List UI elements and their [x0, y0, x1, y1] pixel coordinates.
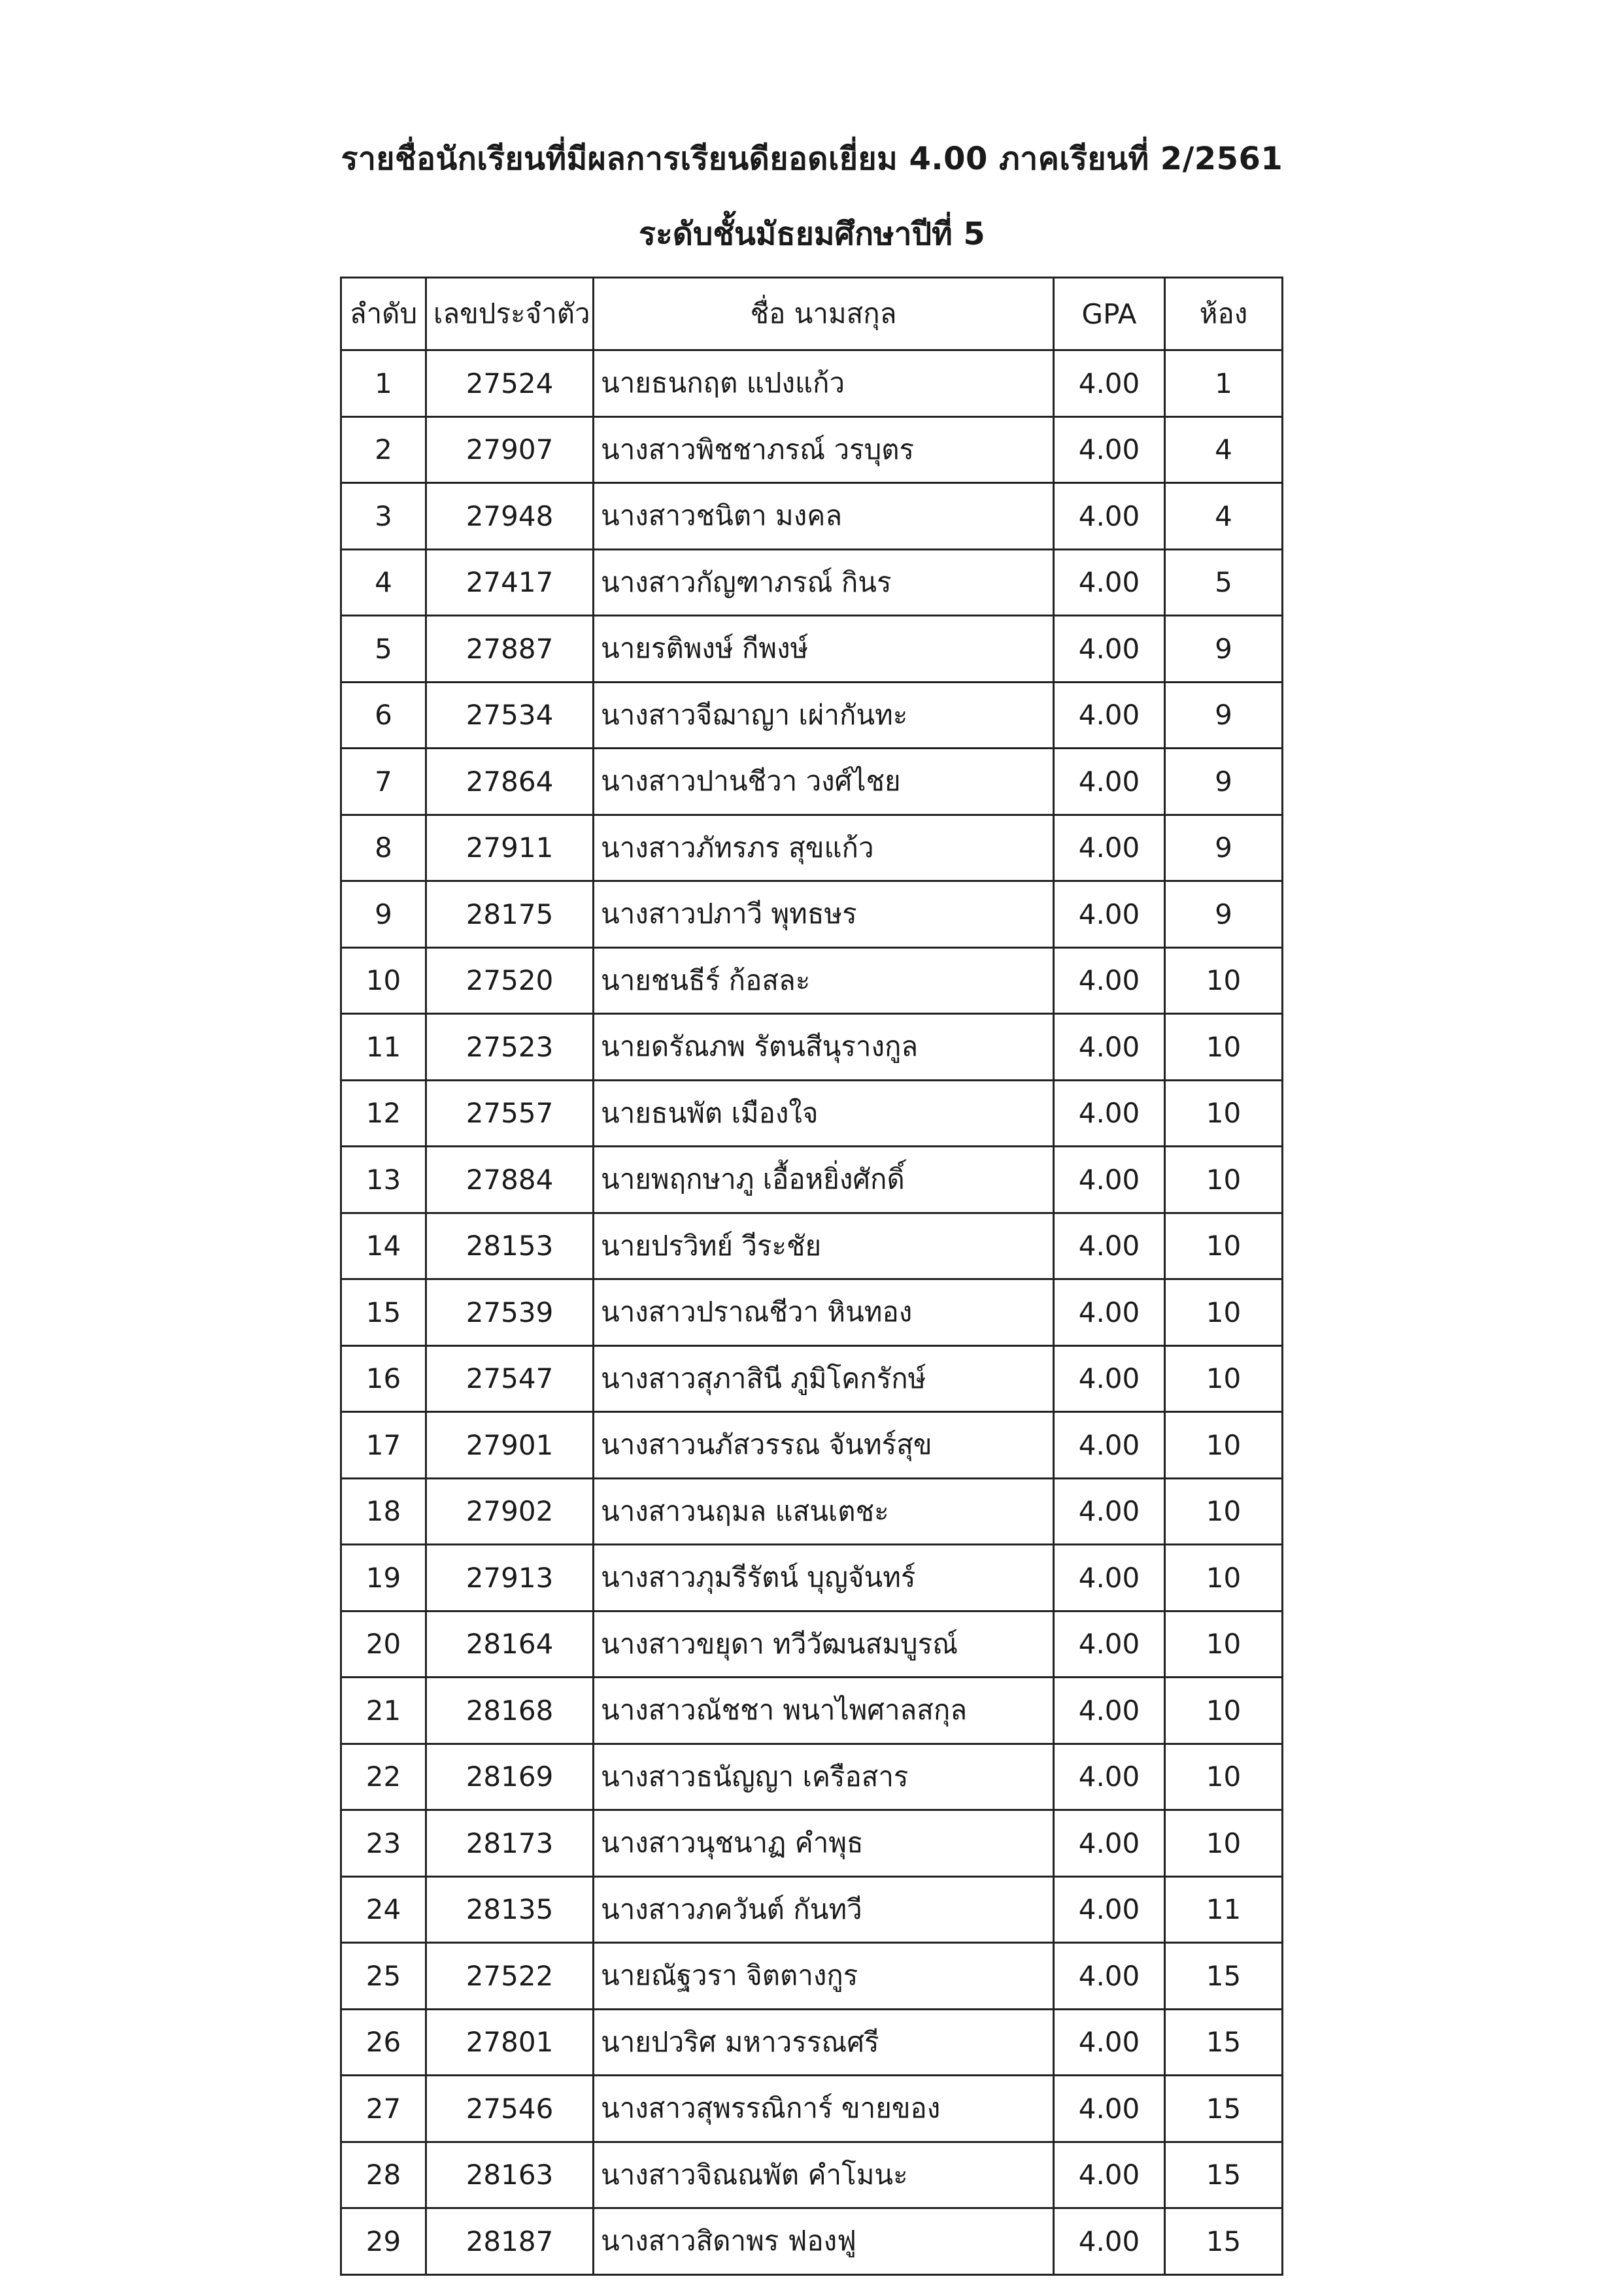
row-student-id: 27887: [426, 616, 594, 683]
row-gpa: 4.00: [1054, 2076, 1165, 2142]
row-order: 28: [341, 2142, 426, 2208]
row-room: 10: [1165, 1014, 1283, 1081]
row-gpa: 4.00: [1054, 881, 1165, 948]
header-student-id: เลขประจำตัว: [426, 278, 594, 350]
row-room: 15: [1165, 2076, 1283, 2142]
row-student-id: 27907: [426, 416, 594, 483]
row-gpa: 4.00: [1054, 1279, 1165, 1346]
row-gpa: 4.00: [1054, 2009, 1165, 2076]
row-student-id: 27884: [426, 1147, 594, 1213]
row-full-name: นางสาวปานชีวา วงศ์ไชย: [594, 749, 1054, 815]
row-student-id: 27520: [426, 947, 594, 1014]
row-room: 15: [1165, 2142, 1283, 2208]
page-title: รายชื่อนักเรียนที่มีผลการเรียนดียอดเยี่ยม 4.00 ภาคเรียนที่ 2/2561: [341, 141, 1283, 177]
row-room: 10: [1165, 1545, 1283, 1611]
row-room: 10: [1165, 1279, 1283, 1346]
row-order: 5: [341, 616, 426, 683]
table-row: [341, 815, 1283, 881]
table-row: [341, 2142, 1283, 2208]
row-order: 14: [341, 1213, 426, 1279]
row-student-id: 28168: [426, 1678, 594, 1744]
row-order: 1: [341, 350, 426, 417]
row-full-name: นางสาวพิชชาภรณ์ วรบุตร: [594, 416, 1054, 483]
row-order: 7: [341, 749, 426, 815]
row-gpa: 4.00: [1054, 2208, 1165, 2275]
row-gpa: 4.00: [1054, 1943, 1165, 2010]
table-row: [341, 549, 1283, 616]
row-room: 10: [1165, 1744, 1283, 1810]
row-student-id: 27524: [426, 350, 594, 417]
table-row: [341, 1279, 1283, 1346]
row-gpa: 4.00: [1054, 350, 1165, 417]
table-row: [341, 2208, 1283, 2275]
table-row: [341, 1080, 1283, 1147]
table-row: [341, 616, 1283, 683]
row-gpa: 4.00: [1054, 815, 1165, 881]
table-row: [341, 1014, 1283, 1081]
row-order: 22: [341, 1744, 426, 1810]
row-full-name: นายธนกฤต แปงแก้ว: [594, 350, 1054, 417]
row-gpa: 4.00: [1054, 1545, 1165, 1611]
row-full-name: นายธนพัต เมืองใจ: [594, 1080, 1054, 1147]
row-full-name: นางสาวธนัญญา เครือสาร: [594, 1744, 1054, 1810]
row-order: 18: [341, 1478, 426, 1545]
row-full-name: นางสาวสุภาสินี ภูมิโคกรักษ์: [594, 1345, 1054, 1412]
row-room: 1: [1165, 350, 1283, 417]
row-gpa: 4.00: [1054, 1478, 1165, 1545]
row-gpa: 4.00: [1054, 1412, 1165, 1479]
row-full-name: นางสาวภัทรภร สุขแก้ว: [594, 815, 1054, 881]
row-order: 23: [341, 1810, 426, 1877]
table-row: [341, 1744, 1283, 1810]
row-room: 9: [1165, 616, 1283, 683]
row-full-name: นางสาวจิณณพัต คำโมนะ: [594, 2142, 1054, 2208]
row-gpa: 4.00: [1054, 1744, 1165, 1810]
row-student-id: 27902: [426, 1478, 594, 1545]
row-full-name: นางสาวนภัสวรรณ จันทร์สุข: [594, 1412, 1054, 1479]
row-full-name: นางสาวกัญฑาภรณ์ กินร: [594, 549, 1054, 616]
row-order: 2: [341, 416, 426, 483]
row-order: 19: [341, 1545, 426, 1611]
row-order: 29: [341, 2208, 426, 2275]
row-student-id: 28135: [426, 1876, 594, 1943]
row-student-id: 28173: [426, 1810, 594, 1877]
row-order: 21: [341, 1678, 426, 1744]
row-student-id: 28163: [426, 2142, 594, 2208]
table-row: [341, 1213, 1283, 1279]
row-full-name: นางสาวจีฌาญา เผ่ากันทะ: [594, 682, 1054, 749]
row-full-name: นางสาวนฤมล แสนเตชะ: [594, 1478, 1054, 1545]
row-gpa: 4.00: [1054, 549, 1165, 616]
row-gpa: 4.00: [1054, 947, 1165, 1014]
row-student-id: 27539: [426, 1279, 594, 1346]
row-room: 4: [1165, 483, 1283, 550]
student-table: [340, 277, 1283, 2276]
row-full-name: นางสาวสิดาพร ฟองฟู: [594, 2208, 1054, 2275]
row-room: 10: [1165, 1478, 1283, 1545]
header-room: ห้อง: [1165, 278, 1283, 350]
row-room: 9: [1165, 749, 1283, 815]
table-row: [341, 1678, 1283, 1744]
row-full-name: นางสาวขยุดา ทวีวัฒนสมบูรณ์: [594, 1611, 1054, 1678]
row-order: 4: [341, 549, 426, 616]
row-order: 11: [341, 1014, 426, 1081]
table-row: [341, 947, 1283, 1014]
row-full-name: นายปวริศ มหาวรรณศรี: [594, 2009, 1054, 2076]
row-room: 15: [1165, 2009, 1283, 2076]
row-order: 12: [341, 1080, 426, 1147]
header-gpa: GPA: [1054, 278, 1165, 350]
row-full-name: นายดรัณภพ รัตนสีนุรางกูล: [594, 1014, 1054, 1081]
row-full-name: นางสาวภุมรีรัตน์ บุญจันทร์: [594, 1545, 1054, 1611]
row-room: 5: [1165, 549, 1283, 616]
row-gpa: 4.00: [1054, 1810, 1165, 1877]
row-gpa: 4.00: [1054, 1345, 1165, 1412]
row-room: 10: [1165, 1678, 1283, 1744]
row-room: 10: [1165, 1611, 1283, 1678]
table-row: [341, 1412, 1283, 1479]
row-student-id: 27547: [426, 1345, 594, 1412]
row-gpa: 4.00: [1054, 1678, 1165, 1744]
header-full-name: ชื่อ นามสกุล: [594, 278, 1054, 350]
row-student-id: 28153: [426, 1213, 594, 1279]
table-row: [341, 483, 1283, 550]
table-row: [341, 749, 1283, 815]
table-row: [341, 1810, 1283, 1877]
row-order: 8: [341, 815, 426, 881]
row-gpa: 4.00: [1054, 682, 1165, 749]
row-student-id: 27948: [426, 483, 594, 550]
row-student-id: 27546: [426, 2076, 594, 2142]
row-room: 11: [1165, 1876, 1283, 1943]
row-student-id: 27801: [426, 2009, 594, 2076]
page-subtitle: ระดับชั้นมัธยมศึกษาปีที่ 5: [639, 216, 985, 252]
table-row: [341, 1345, 1283, 1412]
row-room: 9: [1165, 815, 1283, 881]
row-room: 10: [1165, 1080, 1283, 1147]
row-full-name: นางสาวชนิตา มงคล: [594, 483, 1054, 550]
row-order: 17: [341, 1412, 426, 1479]
row-full-name: นางสาวสุพรรณิการ์ ขายของ: [594, 2076, 1054, 2142]
row-student-id: 27911: [426, 815, 594, 881]
row-full-name: นายรติพงษ์ กีพงษ์: [594, 616, 1054, 683]
row-gpa: 4.00: [1054, 1014, 1165, 1081]
row-full-name: นายปรวิทย์ วีระชัย: [594, 1213, 1054, 1279]
table-row: [341, 2076, 1283, 2142]
row-room: 15: [1165, 1943, 1283, 2010]
row-order: 26: [341, 2009, 426, 2076]
header-order: ลำดับ: [341, 278, 426, 350]
table-header-row: [341, 278, 1283, 350]
row-gpa: 4.00: [1054, 1876, 1165, 1943]
table-row: [341, 1478, 1283, 1545]
row-full-name: นางสาวณัชชา พนาไพศาลสกุล: [594, 1678, 1054, 1744]
row-gpa: 4.00: [1054, 1080, 1165, 1147]
row-gpa: 4.00: [1054, 416, 1165, 483]
row-full-name: นางสาวปภาวี พุทธษร: [594, 881, 1054, 948]
table-row: [341, 416, 1283, 483]
table-row: [341, 350, 1283, 417]
row-order: 9: [341, 881, 426, 948]
row-full-name: นางสาวนุชนาฏ คำพุธ: [594, 1810, 1054, 1877]
table-row: [341, 1545, 1283, 1611]
row-student-id: 28175: [426, 881, 594, 948]
row-order: 3: [341, 483, 426, 550]
row-room: 15: [1165, 2208, 1283, 2275]
row-room: 4: [1165, 416, 1283, 483]
row-full-name: นางสาวปราณชีวา หินทอง: [594, 1279, 1054, 1346]
row-room: 10: [1165, 1810, 1283, 1877]
row-gpa: 4.00: [1054, 616, 1165, 683]
row-room: 10: [1165, 1345, 1283, 1412]
row-student-id: 27557: [426, 1080, 594, 1147]
row-room: 9: [1165, 881, 1283, 948]
row-gpa: 4.00: [1054, 1213, 1165, 1279]
table-row: [341, 1147, 1283, 1213]
row-order: 6: [341, 682, 426, 749]
table-row: [341, 2009, 1283, 2076]
row-student-id: 28164: [426, 1611, 594, 1678]
row-order: 25: [341, 1943, 426, 2010]
row-student-id: 27913: [426, 1545, 594, 1611]
row-order: 13: [341, 1147, 426, 1213]
row-full-name: นายชนธีร์ ก้อสละ: [594, 947, 1054, 1014]
row-gpa: 4.00: [1054, 1611, 1165, 1678]
row-gpa: 4.00: [1054, 483, 1165, 550]
table-row: [341, 682, 1283, 749]
table-body: [341, 350, 1283, 2275]
row-room: 10: [1165, 1147, 1283, 1213]
row-room: 10: [1165, 1412, 1283, 1479]
row-student-id: 27523: [426, 1014, 594, 1081]
row-student-id: 27534: [426, 682, 594, 749]
row-student-id: 27417: [426, 549, 594, 616]
row-order: 24: [341, 1876, 426, 1943]
row-order: 27: [341, 2076, 426, 2142]
row-student-id: 27864: [426, 749, 594, 815]
row-order: 10: [341, 947, 426, 1014]
row-order: 16: [341, 1345, 426, 1412]
row-gpa: 4.00: [1054, 2142, 1165, 2208]
row-full-name: นางสาวภควันต์ กันทวี: [594, 1876, 1054, 1943]
row-order: 20: [341, 1611, 426, 1678]
table-row: [341, 1876, 1283, 1943]
row-gpa: 4.00: [1054, 749, 1165, 815]
table-row: [341, 1611, 1283, 1678]
row-full-name: นายพฤกษาภู เอื้อหยิ่งศักดิ์: [594, 1147, 1054, 1213]
row-order: 15: [341, 1279, 426, 1346]
row-gpa: 4.00: [1054, 1147, 1165, 1213]
row-student-id: 27901: [426, 1412, 594, 1479]
row-full-name: นายณัฐวรา จิตตางกูร: [594, 1943, 1054, 2010]
row-room: 10: [1165, 1213, 1283, 1279]
row-room: 9: [1165, 682, 1283, 749]
row-room: 10: [1165, 947, 1283, 1014]
table-row: [341, 881, 1283, 948]
row-student-id: 28169: [426, 1744, 594, 1810]
row-student-id: 28187: [426, 2208, 594, 2275]
table-row: [341, 1943, 1283, 2010]
row-student-id: 27522: [426, 1943, 594, 2010]
